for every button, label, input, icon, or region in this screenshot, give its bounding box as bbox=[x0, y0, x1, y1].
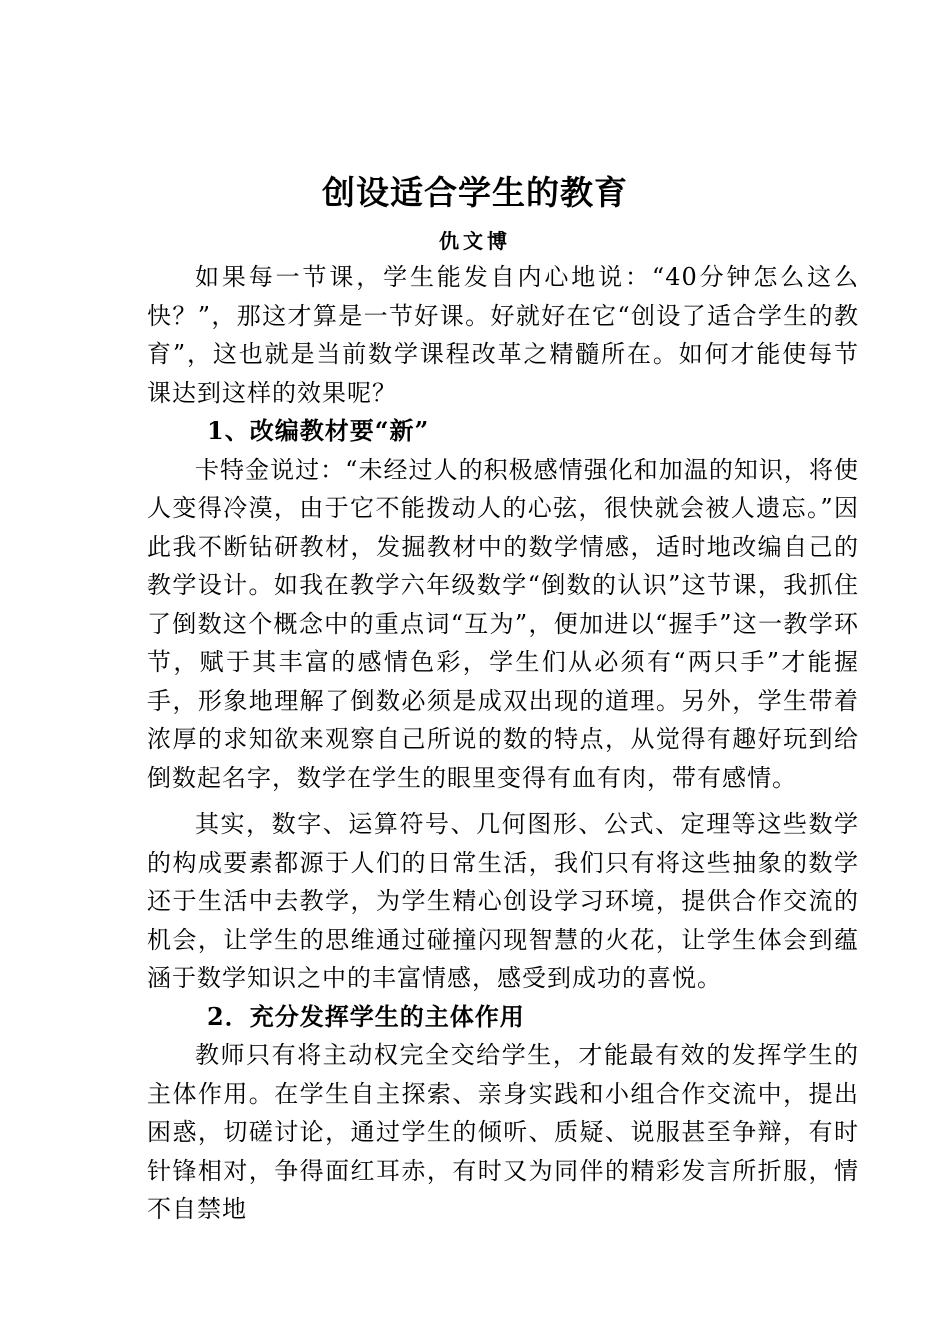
section-1-paragraph-1: 卡特金说过：“未经过人的积极感情强化和加温的知识，将使人变得冷漠，由于它不能拨动人的心弦，很快就会被人遗忘。”因此我不断钻研教材，发掘教材中的数学情感，适时地改编自己的教学设计。如我在教学六年级数学“倒数的认识”这节课，我抓住了倒数这个概念中的重点词“互为”，便加进以“握手”这一教学环节，赋于其丰富的感情色彩，学生们从必须有“两只手”才能握手，形象地理解了倒数必须是成双出现的道理。另外，学生带着浓厚的求知欲来观察自己所说的数的特点，从觉得有趣好玩到给倒数起名字，数学在学生的眼里变得有血有肉，带有感情。 bbox=[147, 455, 859, 792]
intro-paragraph: 如果每一节课，学生能发自内心地说：“40分钟怎么这么快？”，那这才算是一节好课。好就好在它“创设了适合学生的教育”，这也就是当前数学课程改革之精髓所在。如何才能使每节课达到这样的效果呢？ bbox=[147, 263, 859, 407]
section-2-heading: 2．充分发挥学生的主体作用 bbox=[207, 1001, 525, 1031]
section-1-heading: 1、改编教材要“新” bbox=[207, 416, 430, 445]
section-1-paragraph-2: 其实，数字、运算符号、几何图形、公式、定理等这些数学的构成要素都源于人们的日常生活，我们只有将这些抽象的数学还于生活中去教学，为学生精心创设学习环境，提供合作交流的机会，让学生的思维通过碰撞闪现智慧的火花，让学生体会到蕴涵于数学知识之中的丰富情感，感受到成功的喜悦。 bbox=[147, 810, 859, 992]
article-body bbox=[147, 258, 859, 1229]
section-2-paragraph-1: 教师只有将主动权完全交给学生，才能最有效的发挥学生的主体作用。在学生自主探索、亲身实践和小组合作交流中，提出困惑，切磋讨论，通过学生的倾听、质疑、说服甚至争辩，有时针锋相对，争得面红耳赤，有时又为同伴的精彩发言所折服，情不自禁地 bbox=[147, 1041, 859, 1223]
author-name: 仇文博 bbox=[439, 229, 511, 253]
page-title: 创设适合学生的教育 bbox=[322, 173, 628, 212]
